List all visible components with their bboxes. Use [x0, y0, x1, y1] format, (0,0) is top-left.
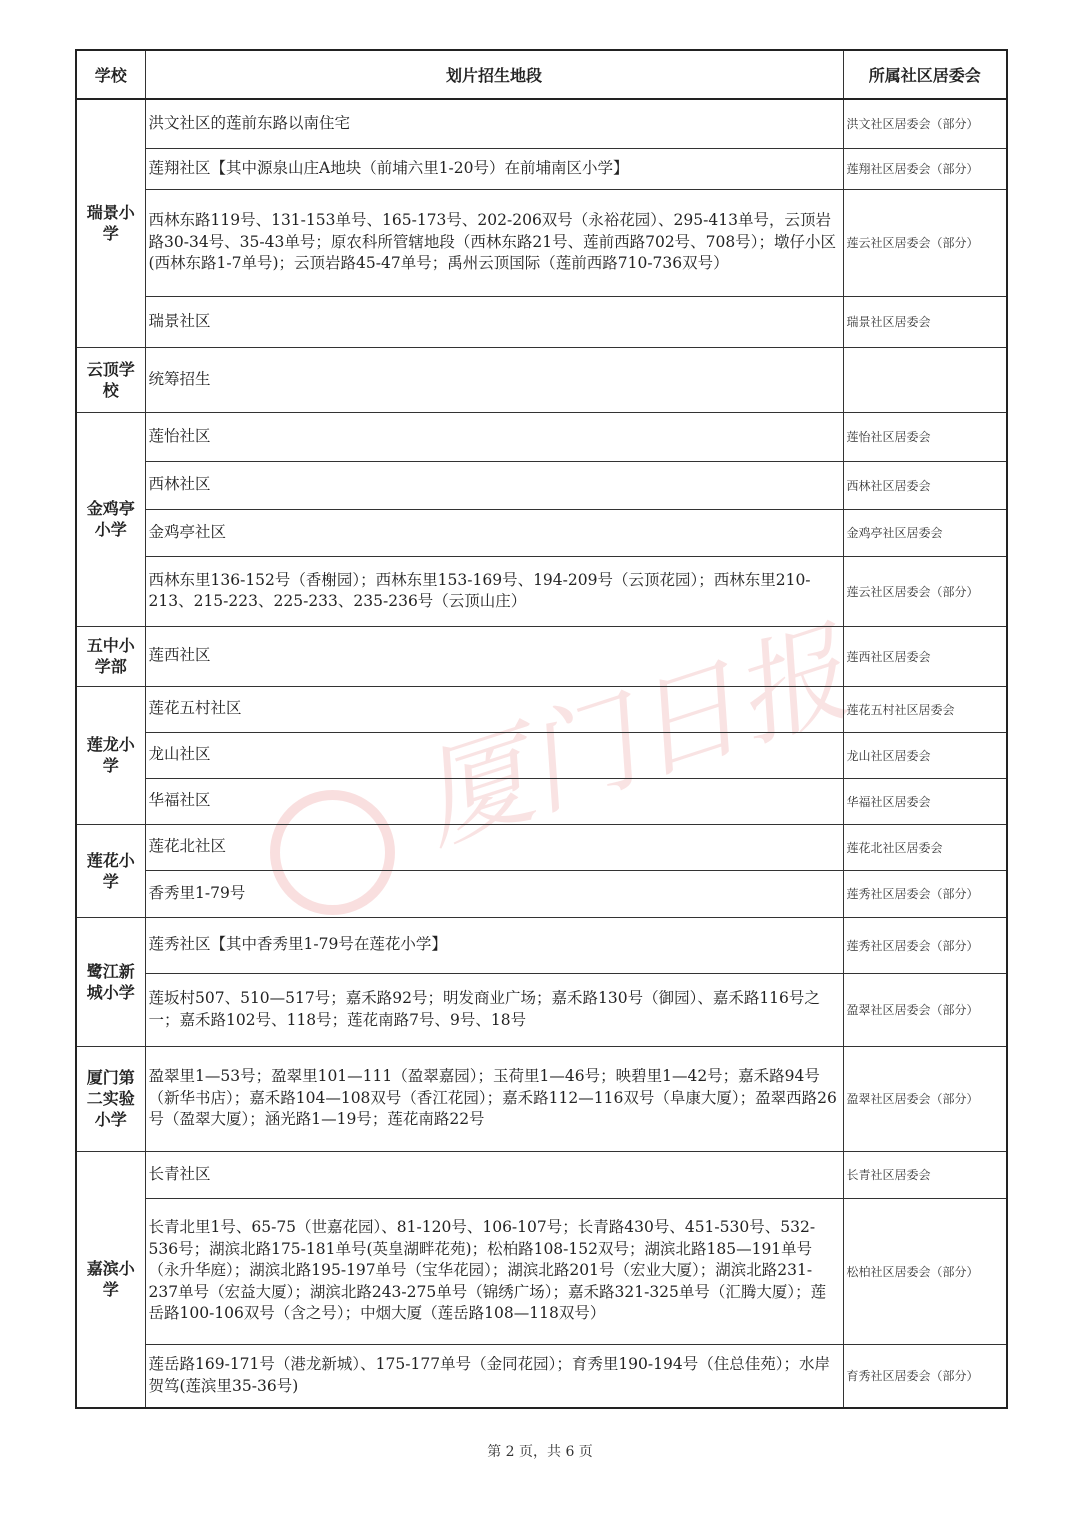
table-row	[76, 296, 1007, 347]
table-row	[76, 509, 1007, 556]
table-row	[76, 461, 1007, 509]
community-committee: 金鸡亭社区居委会	[843, 509, 1007, 556]
header-committee: 所属社区居委会	[843, 50, 1007, 99]
table-header	[76, 50, 1007, 99]
table-row	[76, 148, 1007, 189]
table-row	[76, 824, 1007, 870]
enrollment-area: 西林社区	[145, 461, 843, 509]
enrollment-area: 莲翔社区【其中源泉山庄A地块（前埔六里1-20号）在前埔南区小学】	[145, 148, 843, 189]
community-committee: 盈翠社区居委会（部分）	[843, 973, 1007, 1046]
table-row	[76, 973, 1007, 1046]
community-committee: 莲云社区居委会（部分）	[843, 189, 1007, 296]
community-committee	[843, 347, 1007, 412]
enrollment-area: 莲坂村507、510—517号；嘉禾路92号；明发商业广场；嘉禾路130号（御园）、嘉禾路116号之一；嘉禾路102号、118号；莲花南路7号、9号、18号	[145, 973, 843, 1046]
header-school: 学校	[76, 50, 145, 99]
table-row	[76, 686, 1007, 732]
enrollment-area: 长青社区	[145, 1151, 843, 1198]
community-committee: 育秀社区居委会（部分）	[843, 1344, 1007, 1408]
school-name: 金鸡亭小学	[76, 412, 145, 626]
enrollment-area: 西林东里136-152号（香榭园）；西林东里153-169号、194-209号（云顶花园）；西林东里210-213、215-223、225-233、235-236号（云顶山庄）	[145, 556, 843, 626]
community-committee: 莲秀社区居委会（部分）	[843, 870, 1007, 917]
community-committee: 洪文社区居委会（部分）	[843, 99, 1007, 148]
enrollment-area: 西林东路119号、131-153单号、165-173号、202-206双号（永裕花园）、295-413单号，云顶岩路30-34号、35-43单号；原农科所管辖地段（西林东路21号、莲前西路702号、708号）；墩仔小区(西林东路1-7单号)；云顶岩路45-47单号；禹州云顶国际（莲前西路710-736双号）	[145, 189, 843, 296]
community-committee: 瑞景社区居委会	[843, 296, 1007, 347]
enrollment-area: 洪文社区的莲前东路以南住宅	[145, 99, 843, 148]
table-row	[76, 1344, 1007, 1408]
community-committee: 莲秀社区居委会（部分）	[843, 917, 1007, 973]
community-committee: 莲怡社区居委会	[843, 412, 1007, 461]
community-committee: 莲翔社区居委会（部分）	[843, 148, 1007, 189]
table-row	[76, 1151, 1007, 1198]
enrollment-area: 统筹招生	[145, 347, 843, 412]
table-row	[76, 1046, 1007, 1151]
school-district-table	[75, 49, 1008, 1409]
community-committee: 龙山社区居委会	[843, 732, 1007, 778]
enrollment-area: 金鸡亭社区	[145, 509, 843, 556]
community-committee: 莲云社区居委会（部分）	[843, 556, 1007, 626]
school-name: 云顶学校	[76, 347, 145, 412]
enrollment-area: 龙山社区	[145, 732, 843, 778]
table-row	[76, 917, 1007, 973]
table-row	[76, 99, 1007, 148]
enrollment-area: 莲秀社区【其中香秀里1-79号在莲花小学】	[145, 917, 843, 973]
school-name: 瑞景小学	[76, 99, 145, 347]
enrollment-area: 莲花五村社区	[145, 686, 843, 732]
table-row	[76, 870, 1007, 917]
enrollment-area: 华福社区	[145, 778, 843, 824]
enrollment-area: 长青北里1号、65-75（世嘉花园）、81-120号、106-107号；长青路430号、451-530号、532-536号；湖滨北路175-181单号(英皇湖畔花苑)；松柏路108-152双号；湖滨北路185—191单号（永升华庭）；湖滨北路195-197单号（宝华花园）；湖滨北路201号（宏业大厦）；湖滨北路231-237单号（宏益大厦）；湖滨北路243-275单号（锦绣广场）；嘉禾路321-325单号（汇腾大厦）；莲岳路100-106双号（含之号）；中烟大厦（莲岳路108—118双号）	[145, 1198, 843, 1344]
school-name: 莲龙小学	[76, 686, 145, 824]
enrollment-area: 盈翠里1—53号；盈翠里101—111（盈翠嘉园）；玉荷里1—46号；映碧里1—42号；嘉禾路94号（新华书店）；嘉禾路104—108双号（香江花园）；嘉禾路112—116双号（阜康大厦）；盈翠西路26号（盈翠大厦）；涵光路1—19号；莲花南路22号	[145, 1046, 843, 1151]
school-name: 鹭江新城小学	[76, 917, 145, 1046]
table-row	[76, 626, 1007, 686]
school-name: 嘉滨小学	[76, 1151, 145, 1408]
school-name: 厦门第二实验小学	[76, 1046, 145, 1151]
enrollment-area: 香秀里1-79号	[145, 870, 843, 917]
table-row	[76, 732, 1007, 778]
community-committee: 莲西社区居委会	[843, 626, 1007, 686]
community-committee: 长青社区居委会	[843, 1151, 1007, 1198]
enrollment-area: 莲花北社区	[145, 824, 843, 870]
page-footer: 第 2 页，共 6 页	[487, 1444, 593, 1460]
table-row	[76, 778, 1007, 824]
community-committee: 莲花北社区居委会	[843, 824, 1007, 870]
table-row	[76, 556, 1007, 626]
enrollment-area: 莲西社区	[145, 626, 843, 686]
table-row	[76, 1198, 1007, 1344]
community-committee: 松柏社区居委会（部分）	[843, 1198, 1007, 1344]
community-committee: 西林社区居委会	[843, 461, 1007, 509]
school-name: 莲花小学	[76, 824, 145, 917]
watermark-text: 厦门日报	[403, 608, 862, 867]
community-committee: 莲花五村社区居委会	[843, 686, 1007, 732]
table-row	[76, 347, 1007, 412]
table-row	[76, 412, 1007, 461]
school-name: 五中小学部	[76, 626, 145, 686]
enrollment-area: 莲岳路169-171号（港龙新城）、175-177单号（金同花园）；育秀里190-194号（住总佳苑）；水岸贺笃(莲滨里35-36号)	[145, 1344, 843, 1408]
community-committee: 华福社区居委会	[843, 778, 1007, 824]
community-committee: 盈翠社区居委会（部分）	[843, 1046, 1007, 1151]
enrollment-area: 莲怡社区	[145, 412, 843, 461]
table-row	[76, 189, 1007, 296]
enrollment-area: 瑞景社区	[145, 296, 843, 347]
header-area: 划片招生地段	[145, 50, 843, 99]
